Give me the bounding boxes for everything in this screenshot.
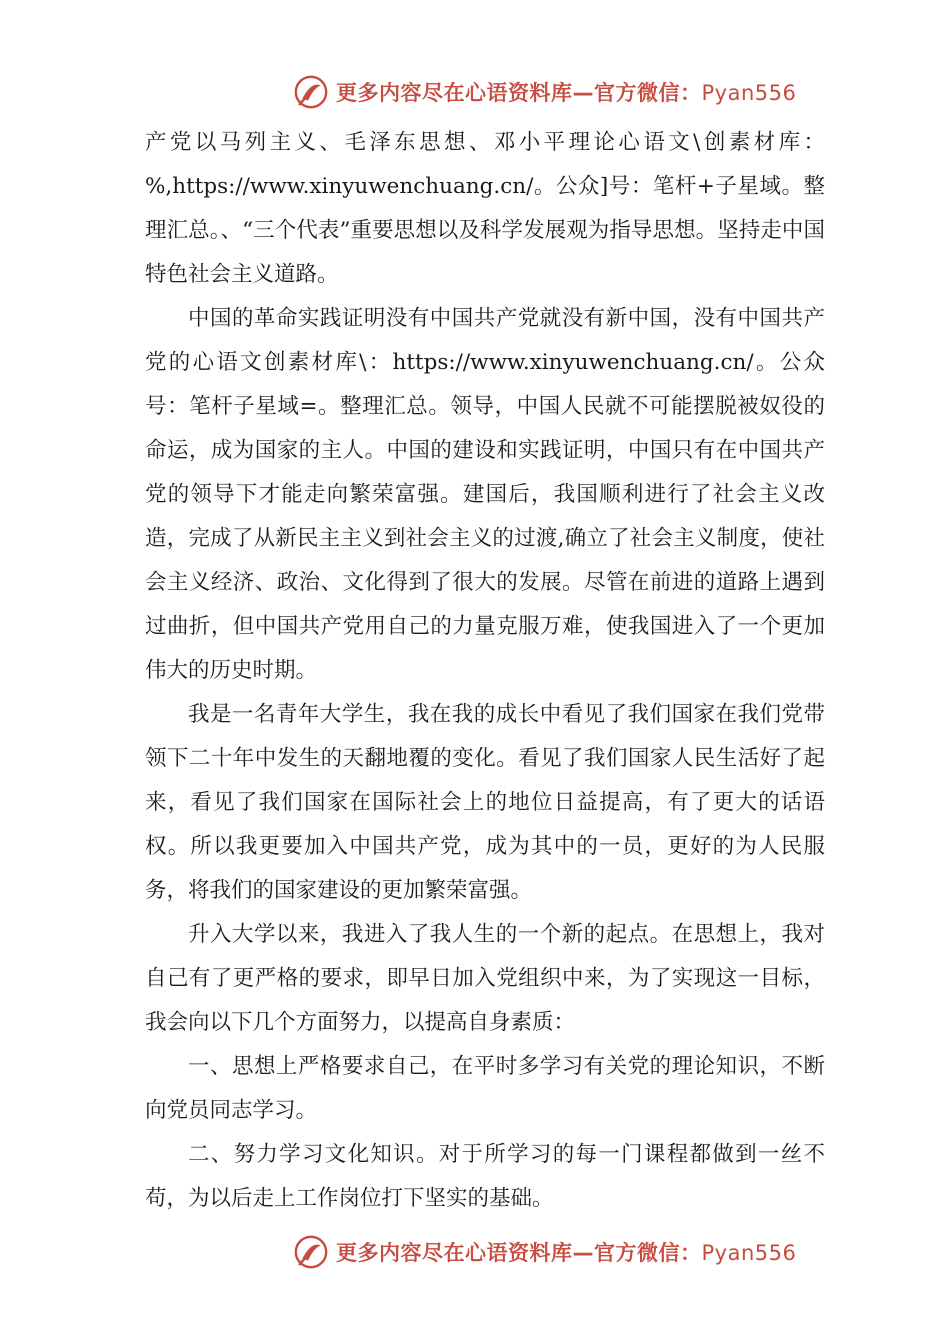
footer-watermark-banner — [0, 1230, 950, 1274]
watermark-text — [336, 1237, 796, 1267]
document-body — [145, 121, 825, 1221]
paragraph-6: 二、努力学习文化知识。对于所学习的每一门课程都做到一丝不苟，为以后走上工作岗位打下坚实的基础。 — [145, 1142, 825, 1211]
watermark-label: 更多内容尽在心语资料库—官方微信： — [336, 1241, 702, 1265]
wechat-id: Pyan556 — [701, 81, 797, 105]
wechat-id: Pyan556 — [701, 1241, 797, 1265]
header-watermark-banner — [0, 70, 950, 114]
watermark-text — [336, 77, 796, 107]
paragraph-3: 我是一名青年大学生，我在我的成长中看见了我们国家在我们党带领下二十年中发生的天翻地覆的变化。看见了我们国家人民生活好了起来，看见了我们国家在国际社会上的地位日益提高，有了更大的话语权。所以我更要加入中国共产党，成为其中的一员，更好的为人民服务，将我们的国家建设的更加繁荣富强。 — [145, 702, 825, 903]
watermark-label: 更多内容尽在心语资料库—官方微信： — [336, 81, 702, 105]
library-logo-icon — [292, 73, 330, 111]
paragraph-4: 升入大学以来，我进入了我人生的一个新的起点。在思想上，我对自己有了更严格的要求，即早日加入党组织中来，为了实现这一目标，我会向以下几个方面努力，以提高自身素质： — [145, 922, 825, 1035]
paragraph-2: 中国的革命实践证明没有中国共产党就没有新中国，没有中国共产党的心语文创素材库\：https://www.xinyuwenchuang.cn/。公众号：笔杆子星域=。整理汇总。领导，中国人民就不可能摆脱被奴役的命运，成为国家的主人。中国的建设和实践证明，中国只有在中国共产党的领导下才能走向繁荣富强。建国后，我国顺利进行了社会主义改造，完成了从新民主主义到社会主义的过渡,确立了社会主义制度，使社会主义经济、政治、文化得到了很大的发展。尽管在前进的道路上遇到过曲折，但中国共产党用自己的力量克服万难，使我国进入了一个更加伟大的历史时期。 — [145, 306, 825, 683]
paragraph-1: 产党以马列主义、毛泽东思想、邓小平理论心语文\创素材库：%,https://www.xinyuwenchuang.cn/。公众]号：笔杆+子星域。整理汇总。、“三个代表”重要思想以及科学发展观为指导思想。坚持走中国特色社会主义道路。 — [145, 130, 825, 287]
library-logo-icon — [292, 1233, 330, 1271]
paragraph-5: 一、思想上严格要求自己，在平时多学习有关党的理论知识，不断向党员同志学习。 — [145, 1054, 825, 1123]
